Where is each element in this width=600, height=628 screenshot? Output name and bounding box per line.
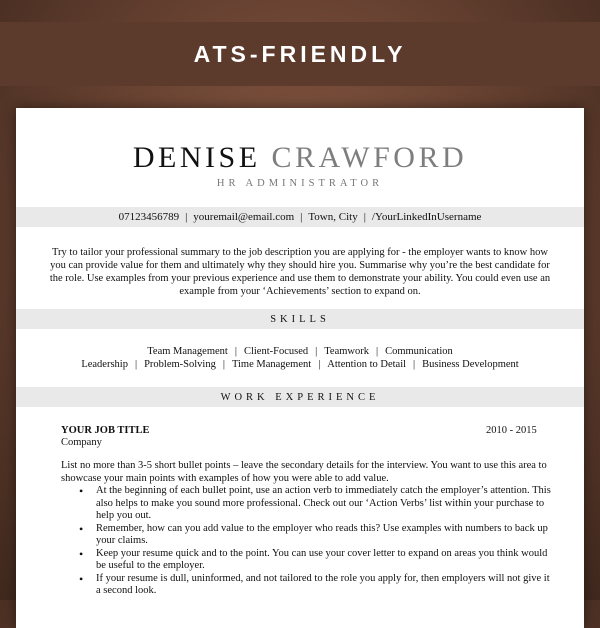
header-banner — [0, 22, 600, 86]
skill-separator: | — [134, 359, 138, 370]
skills-line-2 — [16, 359, 584, 370]
skill-item: Communication — [385, 346, 453, 357]
contact-separator: | — [363, 211, 366, 223]
banner-title: ATS-FRIENDLY — [193, 40, 407, 67]
skill-separator: | — [318, 359, 321, 370]
job-intro: List no more than 3-5 short bullet points – leave the secondary details for the interview. You want to use this area to showcase your main points with examples of how you were able to add value. — [61, 460, 547, 484]
bullet-icon: • — [79, 484, 84, 498]
bullet-icon: • — [79, 546, 84, 561]
work-experience-heading — [16, 387, 584, 407]
skill-separator: | — [222, 359, 225, 370]
skill-item: Attention to Detail — [327, 359, 407, 370]
list-item — [61, 548, 556, 573]
contact-phone: 07123456789 — [118, 211, 180, 223]
skill-item: Client-Focused — [243, 346, 309, 357]
list-item — [61, 573, 556, 598]
contact-separator: | — [300, 211, 303, 223]
bullet-text: Keep your resume quick and to the point. You can use your cover letter to expand on areas you think would be useful to the employer. — [96, 547, 548, 571]
skill-separator: | — [413, 359, 416, 370]
skill-item: Teamwork — [324, 346, 369, 357]
contact-linkedin: /YourLinkedInUsername — [371, 211, 482, 223]
contact-bar — [16, 207, 584, 227]
job-dates: 2010 - 2015 — [486, 425, 537, 436]
skill-item: Business Development — [422, 359, 519, 370]
skill-item: Time Management — [231, 359, 312, 370]
skills-heading — [16, 309, 584, 329]
bullet-icon: • — [79, 571, 84, 586]
job-role: HR ADMINISTRATOR — [216, 178, 384, 189]
job-bullets — [61, 485, 556, 598]
job-title: YOUR JOB TITLE — [61, 425, 150, 436]
skill-separator: | — [234, 346, 237, 357]
bullet-text: At the beginning of each bullet point, use an action verb to immediately catch the employer’s attention. This also helps to make you sound more professional. Check out our ‘Action Verbs’ list within your purchase to help you out. — [96, 485, 551, 521]
job-company: Company — [61, 437, 102, 448]
skill-separator: | — [315, 346, 318, 357]
first-name: DENISE — [132, 141, 261, 174]
contact-location: Town, City — [308, 211, 358, 223]
last-name: CRAWFORD — [271, 141, 468, 174]
resume-page — [16, 108, 584, 628]
contact-separator: | — [185, 211, 188, 223]
skills-heading-label: SKILLS — [270, 313, 330, 325]
list-item — [61, 523, 556, 548]
skill-item: Problem-Solving — [144, 359, 216, 370]
work-heading-label: WORK EXPERIENCE — [220, 391, 380, 403]
skill-separator: | — [375, 346, 379, 357]
contact-email: youremail@email.com — [193, 211, 295, 223]
professional-summary: Try to tailor your professional summary to the job description you are applying for - the employer wants to know how you can provide value for them and ultimately why they should hire you. Summarise why you’re the best candidate for the role. Use examples from your previous experience and use them to demonstrate your ability. You could even use an example from your ‘Achievements’ section to expand on. — [49, 247, 551, 297]
skill-item: Leadership — [81, 359, 128, 370]
bullet-icon: • — [79, 521, 84, 536]
bullet-text: Remember, how can you add value to the employer who reads this? Use examples with numbers to back up your claims. — [96, 522, 548, 546]
candidate-name — [16, 142, 584, 174]
skill-item: Team Management — [147, 346, 228, 357]
bullet-text: If your resume is dull, uninformed, and not tailored to the role you apply for, then employers will not give it a second look. — [96, 572, 550, 596]
skills-line-1 — [16, 346, 584, 357]
list-item — [61, 485, 556, 523]
